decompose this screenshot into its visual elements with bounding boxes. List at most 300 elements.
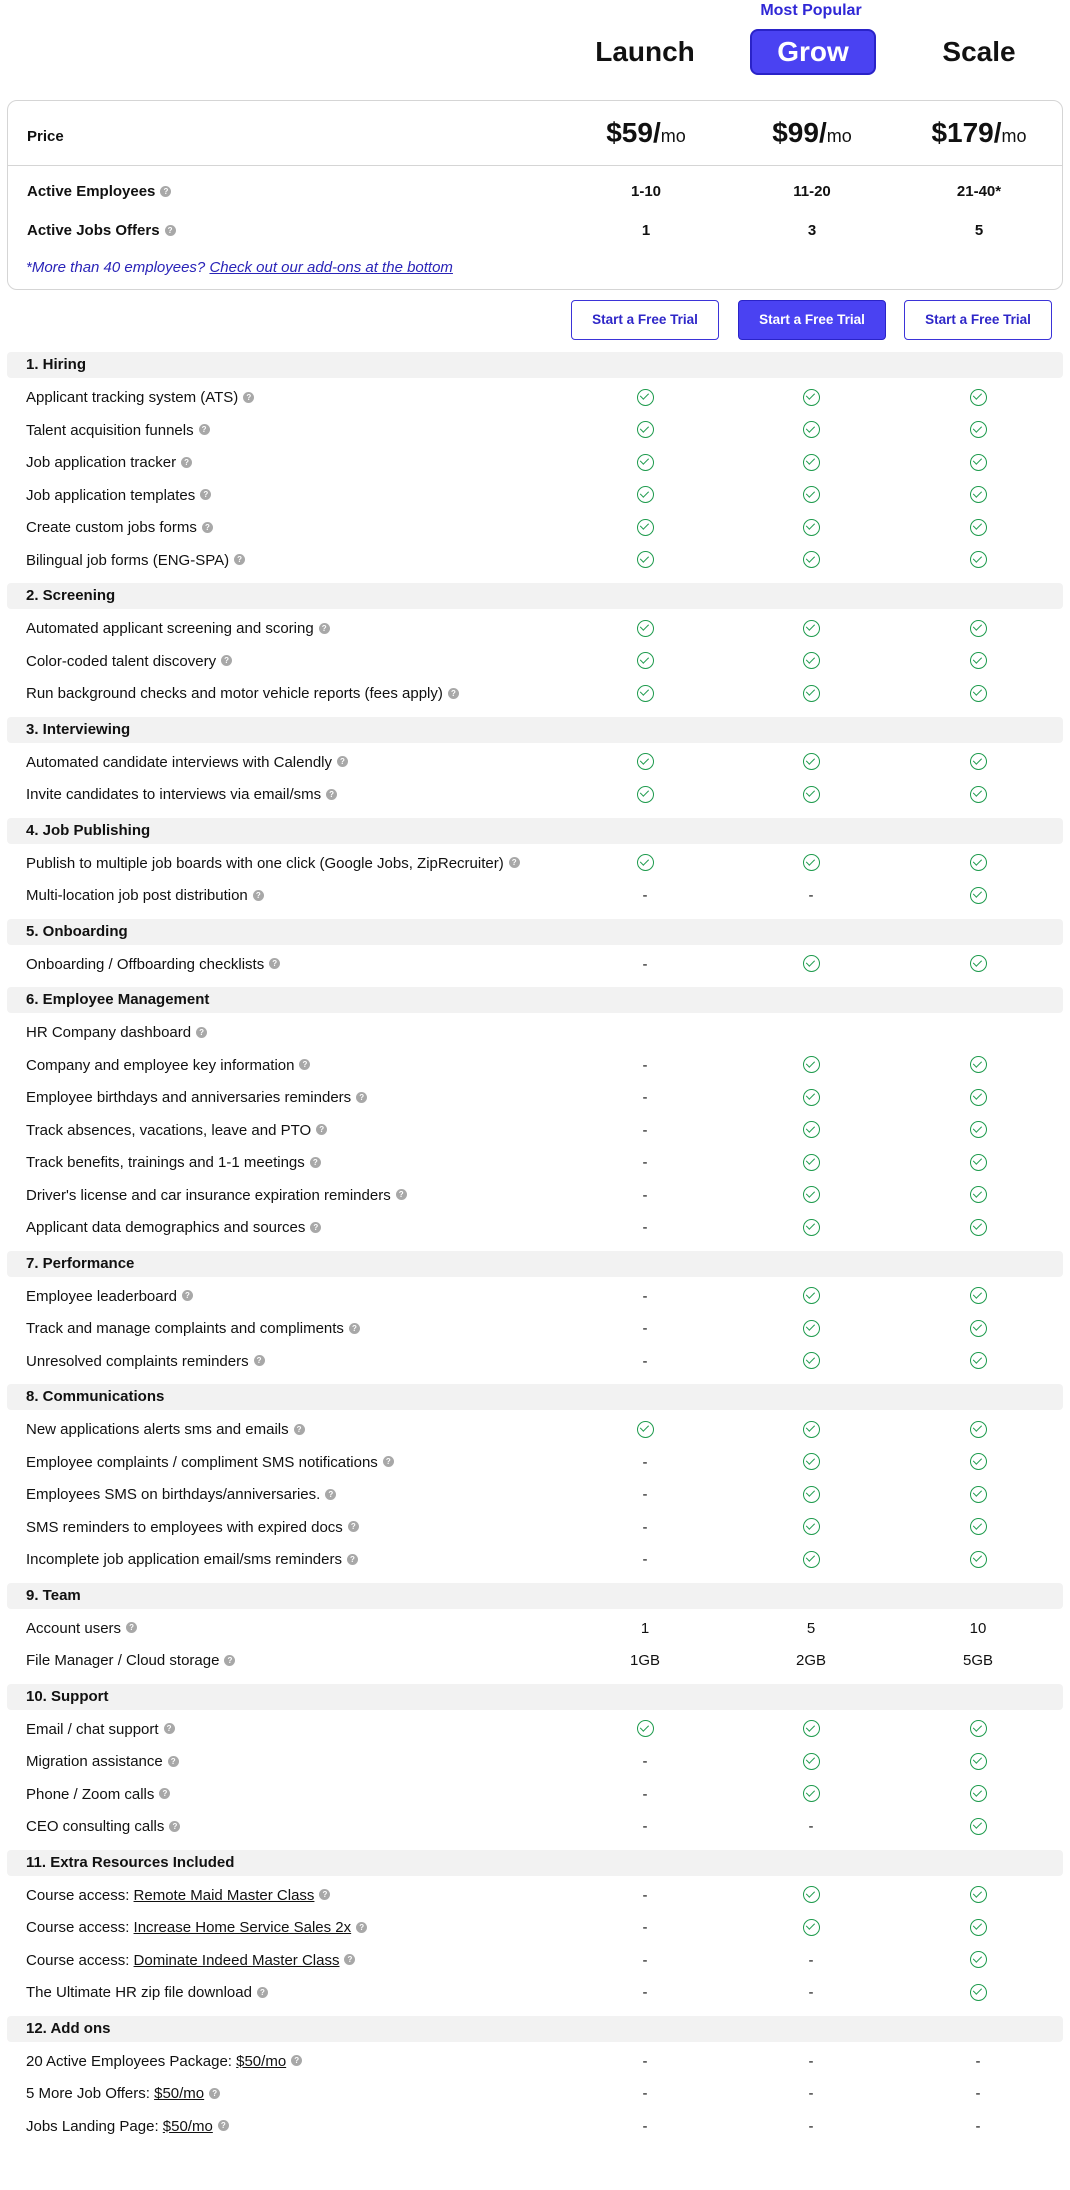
help-icon[interactable]: ? <box>202 522 213 533</box>
feature-text: Job application tracker <box>26 454 177 471</box>
start-trial-button-scale[interactable]: Start a Free Trial <box>904 300 1052 340</box>
check-circle-icon <box>970 551 987 568</box>
help-icon[interactable]: ? <box>383 1456 394 1467</box>
check-circle-icon <box>637 486 654 503</box>
feature-label <box>26 619 330 639</box>
value-cell: - <box>808 887 814 904</box>
check-circle-icon <box>803 685 820 702</box>
help-icon[interactable]: ? <box>337 756 348 767</box>
feature-label <box>26 1121 327 1141</box>
value-cell: - <box>642 1753 648 1770</box>
included-cell <box>948 1352 1008 1372</box>
feature-text: SMS reminders to employees with expired docs <box>26 1518 343 1536</box>
feature-link[interactable]: Increase Home Service Sales 2x <box>133 1919 352 1936</box>
included-cell <box>781 1785 841 1805</box>
value-cell: - <box>642 1486 648 1503</box>
check-circle-icon <box>970 1518 987 1535</box>
pricing-card <box>7 100 1063 290</box>
section-header: 7. Performance <box>7 1251 1063 1277</box>
price-amount: $179/ <box>931 117 1002 148</box>
value-cell: - <box>642 1886 648 1904</box>
feature-label <box>26 1752 179 1772</box>
help-icon[interactable]: ? <box>396 1189 407 1200</box>
check-circle-icon <box>970 1720 987 1737</box>
help-icon[interactable]: ? <box>243 392 254 403</box>
feature-text: Applicant data demographics and sources <box>26 1219 306 1236</box>
section-header: 10. Support <box>7 1684 1063 1710</box>
included-cell <box>781 1153 841 1173</box>
feature-text: File Manager / Cloud storage <box>26 1652 220 1669</box>
check-circle-icon <box>803 421 820 438</box>
feature-text: Applicant tracking system (ATS) <box>26 389 239 406</box>
feature-label <box>26 1983 268 2003</box>
check-circle-icon <box>803 620 820 637</box>
price-period: mo <box>826 126 852 146</box>
help-icon[interactable]: ? <box>356 1092 367 1103</box>
check-circle-icon <box>637 519 654 536</box>
value-cell: 1GB <box>629 1652 660 1669</box>
feature-text: Track and manage complaints and compliments <box>26 1320 344 1337</box>
check-circle-icon <box>803 1320 820 1337</box>
help-icon[interactable]: ? <box>509 857 520 868</box>
help-icon[interactable]: ? <box>356 1922 367 1933</box>
included-cell <box>781 1752 841 1772</box>
addons-note <box>26 259 453 276</box>
feature-label <box>26 886 264 906</box>
included-cell <box>781 1886 841 1906</box>
included-cell <box>948 1886 1008 1906</box>
feature-label <box>26 1518 359 1538</box>
help-icon[interactable]: ? <box>199 424 210 435</box>
value-cell: - <box>642 1154 648 1171</box>
included-cell <box>781 1186 841 1206</box>
included-cell <box>615 1720 675 1740</box>
help-icon[interactable]: ? <box>257 1987 268 1998</box>
check-circle-icon <box>970 685 987 702</box>
check-circle-icon <box>970 1421 987 1438</box>
feature-text: 20 Active Employees Package: <box>26 2052 237 2070</box>
value-cell: - <box>808 2085 814 2102</box>
included-cell <box>948 1319 1008 1339</box>
feature-text: Bilingual job forms (ENG-SPA) <box>26 551 230 569</box>
help-icon[interactable]: ? <box>310 1157 321 1168</box>
check-circle-icon <box>637 753 654 770</box>
check-circle-icon <box>803 1919 820 1936</box>
value-cell: - <box>808 2117 814 2135</box>
value-cell: - <box>975 2117 981 2135</box>
feature-label <box>26 1319 360 1339</box>
check-circle-icon <box>803 1287 820 1304</box>
included-cell <box>781 955 841 975</box>
check-circle-icon <box>970 887 987 904</box>
help-icon[interactable]: ? <box>160 186 171 197</box>
check-circle-icon <box>970 1056 987 1073</box>
feature-label <box>26 1352 265 1372</box>
feature-label <box>26 785 337 805</box>
price-amount: $99/ <box>772 117 827 148</box>
feature-label <box>26 518 213 538</box>
feature-label <box>26 1619 137 1639</box>
feature-text: Track absences, vacations, leave and PTO <box>26 1121 312 1139</box>
check-circle-icon <box>970 1486 987 1503</box>
value-cell: - <box>808 1818 814 1835</box>
help-icon[interactable]: ? <box>253 890 264 901</box>
feature-label <box>26 854 520 874</box>
feature-text: Jobs Landing Page: <box>26 2117 163 2135</box>
card-divider <box>8 165 1062 166</box>
included-cell <box>948 1720 1008 1740</box>
value-cell: - <box>642 1551 648 1568</box>
included-cell <box>781 1088 841 1108</box>
feature-text: Employee birthdays and anniversaries reminders <box>26 1089 352 1106</box>
feature-text: Phone / Zoom calls <box>26 1785 155 1803</box>
feature-label <box>26 1420 305 1440</box>
check-circle-icon <box>803 454 820 471</box>
feature-label <box>26 1550 358 1570</box>
feature-text: Driver's license and car insurance expiration reminders <box>26 1186 391 1204</box>
value-cell: - <box>642 1984 648 2001</box>
included-cell <box>948 684 1008 704</box>
check-circle-icon <box>637 786 654 803</box>
feature-label <box>26 1153 321 1173</box>
included-cell <box>781 1121 841 1141</box>
check-circle-icon <box>970 389 987 406</box>
help-icon[interactable]: ? <box>316 1124 327 1135</box>
help-icon[interactable]: ? <box>224 1655 235 1666</box>
included-cell <box>615 854 675 874</box>
included-cell <box>615 1420 675 1440</box>
included-cell <box>948 1518 1008 1538</box>
included-cell <box>781 1485 841 1505</box>
value-cell: - <box>642 1785 648 1803</box>
included-cell <box>948 453 1008 473</box>
included-cell <box>948 388 1008 408</box>
help-icon[interactable]: ? <box>200 489 211 500</box>
check-circle-icon <box>970 1287 987 1304</box>
check-circle-icon <box>803 1352 820 1369</box>
check-circle-icon <box>803 1121 820 1138</box>
help-icon[interactable]: ? <box>344 1954 355 1965</box>
check-circle-icon <box>803 1219 820 1236</box>
help-icon[interactable]: ? <box>126 1622 137 1633</box>
help-icon[interactable]: ? <box>181 457 192 468</box>
help-icon[interactable]: ? <box>310 1222 321 1233</box>
feature-text: Invite candidates to interviews via email/sms <box>26 786 322 803</box>
feature-label <box>26 486 211 506</box>
start-trial-button-grow[interactable]: Start a Free Trial <box>738 300 886 340</box>
section-header: 5. Onboarding <box>7 919 1063 945</box>
check-circle-icon <box>803 786 820 803</box>
feature-text: Account users <box>26 1619 122 1637</box>
help-icon[interactable]: ? <box>164 1723 175 1734</box>
value-cell: - <box>642 1056 648 1074</box>
help-icon[interactable]: ? <box>269 958 280 969</box>
feature-label <box>26 1918 367 1938</box>
check-circle-icon <box>970 421 987 438</box>
feature-text: Company and employee key information <box>26 1056 295 1074</box>
check-circle-icon <box>637 652 654 669</box>
included-cell <box>781 1287 841 1307</box>
included-cell <box>948 518 1008 538</box>
feature-text: Email / chat support <box>26 1720 159 1738</box>
help-icon[interactable]: ? <box>169 1821 180 1832</box>
included-cell <box>781 1352 841 1372</box>
included-cell <box>948 1420 1008 1440</box>
included-cell <box>781 518 841 538</box>
feature-text: Course access: <box>26 1886 134 1904</box>
check-circle-icon <box>970 486 987 503</box>
check-circle-icon <box>970 1919 987 1936</box>
included-cell <box>781 1918 841 1938</box>
feature-text: Onboarding / Offboarding checklists <box>26 955 265 973</box>
check-circle-icon <box>803 1785 820 1802</box>
help-icon[interactable]: ? <box>294 1424 305 1435</box>
check-circle-icon <box>970 1089 987 1106</box>
included-cell <box>948 955 1008 975</box>
employees-label <box>27 183 171 200</box>
help-icon[interactable]: ? <box>326 789 337 800</box>
value-cell: - <box>642 1518 648 1536</box>
feature-label <box>26 2117 229 2137</box>
feature-label <box>26 1218 321 1238</box>
feature-label <box>26 1817 180 1837</box>
included-cell <box>615 785 675 805</box>
help-icon[interactable]: ? <box>347 1554 358 1565</box>
feature-text: Talent acquisition funnels <box>26 421 194 439</box>
feature-link[interactable]: Remote Maid Master Class <box>133 1886 315 1904</box>
included-cell <box>615 684 675 704</box>
help-icon[interactable]: ? <box>221 655 232 666</box>
value-cell: - <box>642 1287 648 1305</box>
included-cell <box>781 453 841 473</box>
feature-link[interactable]: Dominate Indeed Master Class <box>133 1951 340 1969</box>
addons-link[interactable]: Check out our add-ons at the bottom <box>209 259 453 276</box>
included-cell <box>781 551 841 571</box>
feature-label <box>26 955 280 975</box>
price-amount: $59/ <box>606 117 661 148</box>
feature-text: Job application templates <box>26 486 196 504</box>
value-cell: - <box>642 1320 648 1337</box>
included-cell <box>948 486 1008 506</box>
included-cell <box>781 1518 841 1538</box>
included-cell <box>948 421 1008 441</box>
feature-text: Track benefits, trainings and 1-1 meetings <box>26 1154 305 1171</box>
help-icon[interactable]: ? <box>254 1355 265 1366</box>
feature-label <box>26 551 245 571</box>
feature-text: Employee complaints / compliment SMS notifications <box>26 1453 378 1471</box>
included-cell <box>781 1056 841 1076</box>
feature-label <box>26 388 254 408</box>
check-circle-icon <box>803 1056 820 1073</box>
employees-launch: 1-10 <box>630 183 662 200</box>
included-cell <box>948 551 1008 571</box>
included-cell <box>615 421 675 441</box>
section-header: 11. Extra Resources Included <box>7 1850 1063 1876</box>
check-circle-icon <box>970 1984 987 2001</box>
included-cell <box>948 1056 1008 1076</box>
included-cell <box>948 1918 1008 1938</box>
included-cell <box>948 1817 1008 1837</box>
feature-label <box>26 1088 367 1108</box>
start-trial-button-launch[interactable]: Start a Free Trial <box>571 300 719 340</box>
feature-link[interactable]: $50/mo <box>154 2085 205 2102</box>
feature-link[interactable]: $50/mo <box>236 2052 287 2070</box>
feature-text: Migration assistance <box>26 1753 163 1770</box>
check-circle-icon <box>970 955 987 972</box>
help-icon[interactable]: ? <box>448 688 459 699</box>
check-circle-icon <box>803 955 820 972</box>
check-circle-icon <box>637 454 654 471</box>
check-circle-icon <box>970 1951 987 1968</box>
included-cell <box>948 753 1008 773</box>
included-cell <box>615 486 675 506</box>
check-circle-icon <box>637 685 654 702</box>
check-circle-icon <box>970 1219 987 1236</box>
included-cell <box>948 652 1008 672</box>
feature-label <box>26 1651 235 1671</box>
included-cell <box>948 1785 1008 1805</box>
help-icon[interactable]: ? <box>218 2120 229 2131</box>
section-header: 12. Add ons <box>7 2016 1063 2042</box>
included-cell <box>948 886 1008 906</box>
check-circle-icon <box>970 652 987 669</box>
feature-text: Automated candidate interviews with Calendly <box>26 753 332 771</box>
plan-name-scale: Scale <box>942 36 1016 67</box>
included-cell <box>948 1951 1008 1971</box>
section-header: 9. Team <box>7 1583 1063 1609</box>
check-circle-icon <box>803 1720 820 1737</box>
included-cell <box>781 684 841 704</box>
help-icon[interactable]: ? <box>319 623 330 634</box>
check-circle-icon <box>970 1186 987 1203</box>
feature-label <box>26 1785 170 1805</box>
check-circle-icon <box>803 1518 820 1535</box>
help-icon[interactable]: ? <box>182 1290 193 1301</box>
included-cell <box>948 1752 1008 1772</box>
value-cell: - <box>975 2085 981 2102</box>
value-cell: 10 <box>969 1619 987 1637</box>
check-circle-icon <box>970 620 987 637</box>
help-icon[interactable]: ? <box>159 1788 170 1799</box>
check-circle-icon <box>970 1818 987 1835</box>
feature-label <box>26 1186 407 1206</box>
check-circle-icon <box>637 421 654 438</box>
included-cell <box>781 652 841 672</box>
plan-name-launch: Launch <box>595 36 695 67</box>
help-icon[interactable]: ? <box>168 1756 179 1767</box>
value-cell: - <box>808 2052 814 2070</box>
value-cell: - <box>642 2052 648 2070</box>
included-cell <box>781 1550 841 1570</box>
check-circle-icon <box>803 389 820 406</box>
value-cell: - <box>642 887 648 904</box>
included-cell <box>781 486 841 506</box>
check-circle-icon <box>970 1121 987 1138</box>
help-icon[interactable]: ? <box>349 1323 360 1334</box>
check-circle-icon <box>803 1486 820 1503</box>
section-header: 3. Interviewing <box>7 717 1063 743</box>
section-header: 6. Employee Management <box>7 987 1063 1013</box>
feature-text: Employee leaderboard <box>26 1287 177 1305</box>
check-circle-icon <box>637 854 654 871</box>
help-icon[interactable]: ? <box>299 1059 310 1070</box>
help-icon[interactable]: ? <box>209 2088 220 2099</box>
check-circle-icon <box>970 1154 987 1171</box>
check-circle-icon <box>970 1453 987 1470</box>
included-cell <box>615 453 675 473</box>
feature-text: CEO consulting calls <box>26 1818 165 1835</box>
included-cell <box>781 1319 841 1339</box>
help-icon[interactable]: ? <box>319 1889 330 1900</box>
check-circle-icon <box>637 551 654 568</box>
value-cell: - <box>642 1453 648 1471</box>
feature-label <box>26 1951 355 1971</box>
included-cell <box>948 1983 1008 2003</box>
employees-grow: 11-20 <box>793 183 831 200</box>
feature-label <box>26 684 459 704</box>
value-cell: - <box>808 1951 814 1969</box>
feature-text: Publish to multiple job boards with one click (Google Jobs, ZipRecruiter) <box>26 854 504 872</box>
feature-label <box>26 421 210 441</box>
feature-label <box>26 1453 394 1473</box>
feature-text: Multi-location job post distribution <box>26 887 248 904</box>
feature-text: Employees SMS on birthdays/anniversaries. <box>26 1486 321 1503</box>
check-circle-icon <box>637 1720 654 1737</box>
feature-text: New applications alerts sms and emails <box>26 1421 289 1438</box>
check-circle-icon <box>803 1421 820 1438</box>
included-cell <box>948 1453 1008 1473</box>
check-circle-icon <box>970 854 987 871</box>
help-icon[interactable]: ? <box>348 1521 359 1532</box>
included-cell <box>615 652 675 672</box>
check-circle-icon <box>970 519 987 536</box>
feature-label <box>26 453 192 473</box>
feature-text: The Ultimate HR zip file download <box>26 1984 252 2001</box>
feature-link[interactable]: $50/mo <box>162 2117 213 2135</box>
check-circle-icon <box>637 389 654 406</box>
price-grow <box>727 117 897 149</box>
check-circle-icon <box>970 1551 987 1568</box>
value-cell: - <box>642 1818 648 1835</box>
help-icon[interactable]: ? <box>165 225 176 236</box>
included-cell <box>781 1453 841 1473</box>
included-cell <box>781 753 841 773</box>
value-cell: - <box>642 1186 648 1204</box>
included-cell <box>948 1088 1008 1108</box>
included-cell <box>781 785 841 805</box>
included-cell <box>781 854 841 874</box>
check-circle-icon <box>970 1785 987 1802</box>
help-icon[interactable]: ? <box>291 2055 302 2066</box>
feature-label <box>26 753 348 773</box>
value-cell: - <box>642 1352 648 1370</box>
included-cell <box>781 1720 841 1740</box>
check-circle-icon <box>637 620 654 637</box>
addons-note-text: *More than 40 employees? <box>26 259 210 276</box>
value-cell: - <box>642 2085 648 2102</box>
help-icon[interactable]: ? <box>196 1027 207 1038</box>
help-icon[interactable]: ? <box>325 1489 336 1500</box>
included-cell <box>615 551 675 571</box>
jobs-launch: 1 <box>641 222 651 239</box>
value-cell: - <box>808 1984 814 2001</box>
section-header: 1. Hiring <box>7 352 1063 378</box>
help-icon[interactable]: ? <box>234 554 245 565</box>
included-cell <box>781 619 841 639</box>
included-cell <box>948 1121 1008 1141</box>
value-cell: - <box>642 1951 648 1969</box>
feature-text: HR Company dashboard <box>26 1024 192 1041</box>
